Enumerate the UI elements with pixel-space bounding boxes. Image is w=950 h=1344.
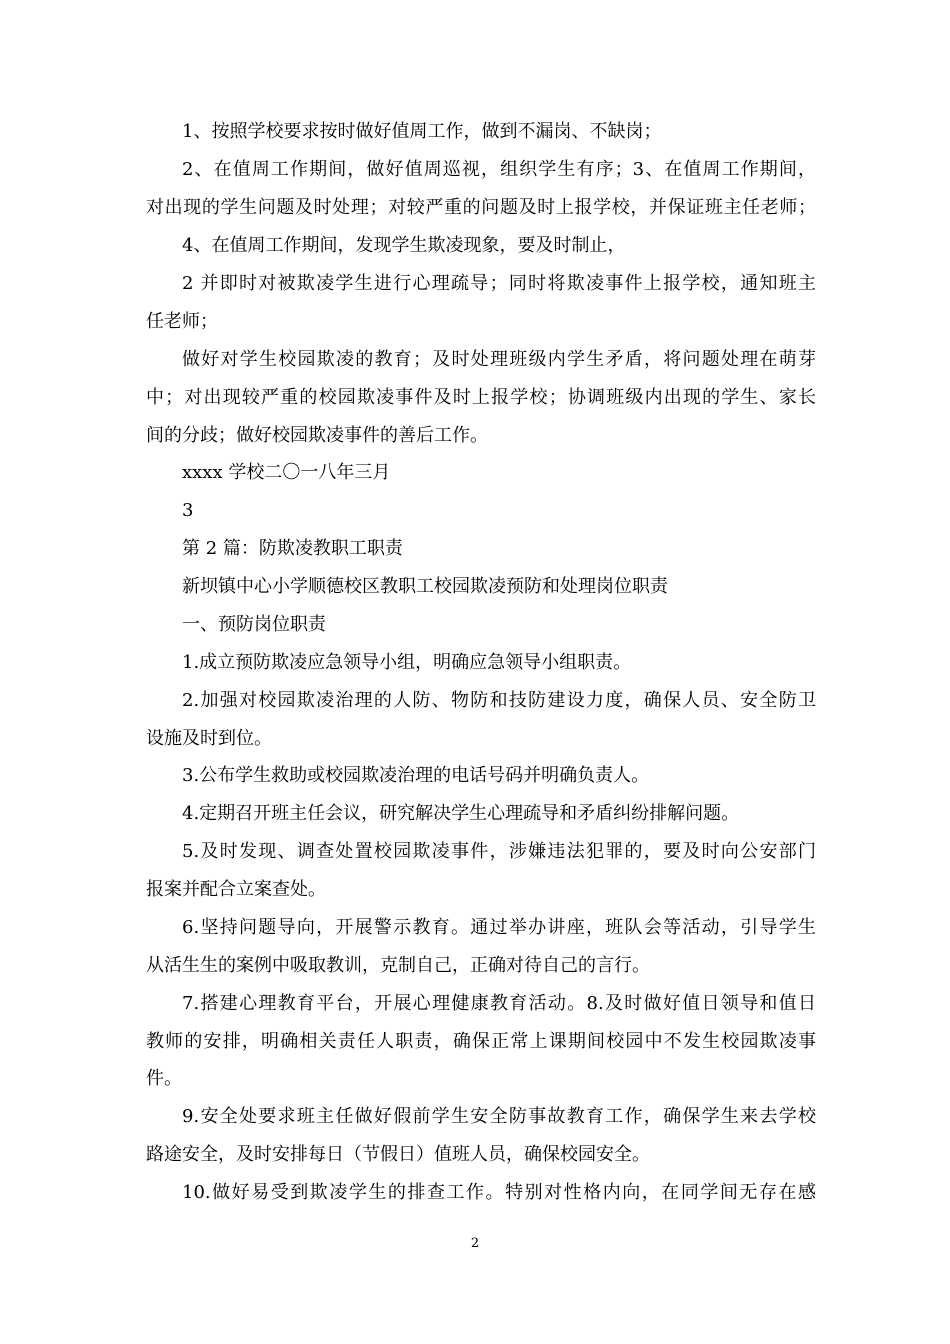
document-title: 新坝镇中心小学顺德校区教职工校园欺凌预防和处理岗位职责	[182, 576, 668, 597]
list-item-continuation: 从活生生的案例中吸取教训，克制自己，正确对待自己的言行。	[146, 955, 650, 976]
text-line: 对出现的学生问题及时处理；对较严重的问题及时上报学校，并保证班主任老师；	[146, 197, 816, 218]
list-item-continuation: 设施及时到位。	[146, 728, 272, 749]
text-line: 4、在值周工作期间，发现学生欺凌现象，要及时制止，	[182, 235, 626, 256]
text-line: 间的分歧；做好校园欺凌事件的善后工作。	[146, 425, 488, 446]
subsection-heading: 一、预防岗位职责	[182, 614, 326, 635]
text-line: 任老师；	[146, 311, 218, 332]
text-line: 2、在值周工作期间，做好值周巡视，组织学生有序；3、在值周工作期间，	[182, 159, 816, 180]
list-item: 5.及时发现、调查处置校园欺凌事件，涉嫌违法犯罪的，要及时向公安部门	[182, 841, 816, 862]
list-item-continuation: 路途安全，及时安排每日（节假日）值班人员，确保校园安全。	[146, 1144, 650, 1165]
text-line: 1、按照学校要求按时做好值周工作，做到不漏岗、不缺岗；	[182, 121, 662, 142]
list-item: 6.坚持问题导向，开展警示教育。通过举办讲座，班队会等活动，引导学生	[182, 917, 816, 938]
text-line: xxxx 学校二〇一八年三月	[182, 462, 391, 483]
text-line: 做好对学生校园欺凌的教育；及时处理班级内学生矛盾，将问题处理在萌芽	[182, 349, 816, 370]
list-item-continuation: 件。	[146, 1068, 182, 1089]
text-line: 中；对出现较严重的校园欺凌事件及时上报学校；协调班级内出现的学生、家长	[146, 387, 816, 408]
list-item: 10.做好易受到欺凌学生的排查工作。特别对性格内向，在同学间无存在感	[182, 1182, 816, 1203]
list-item-continuation: 报案并配合立案查处。	[146, 879, 326, 900]
page-number: 2	[470, 1236, 480, 1251]
text-line: 3	[182, 500, 194, 521]
text-line: 2 并即时对被欺凌学生进行心理疏导；同时将欺凌事件上报学校，通知班主	[182, 273, 816, 294]
section-heading: 第 2 篇：防欺凌教职工职责	[182, 538, 403, 559]
list-item-continuation: 教师的安排，明确相关责任人职责，确保正常上课期间校园中不发生校园欺凌事	[146, 1031, 816, 1052]
list-item: 9.安全处要求班主任做好假前学生安全防事故教育工作，确保学生来去学校	[182, 1106, 816, 1127]
list-item: 3.公布学生救助或校园欺凌治理的电话号码并明确负责人。	[182, 765, 650, 786]
list-item: 2.加强对校园欺凌治理的人防、物防和技防建设力度，确保人员、安全防卫	[182, 690, 816, 711]
list-item: 4.定期召开班主任会议，研究解决学生心理疏导和矛盾纠纷排解问题。	[182, 803, 740, 824]
list-item: 7.搭建心理教育平台，开展心理健康教育活动。8.及时做好值日领导和值日	[182, 993, 816, 1014]
list-item: 1.成立预防欺凌应急领导小组，明确应急领导小组职责。	[182, 652, 632, 673]
